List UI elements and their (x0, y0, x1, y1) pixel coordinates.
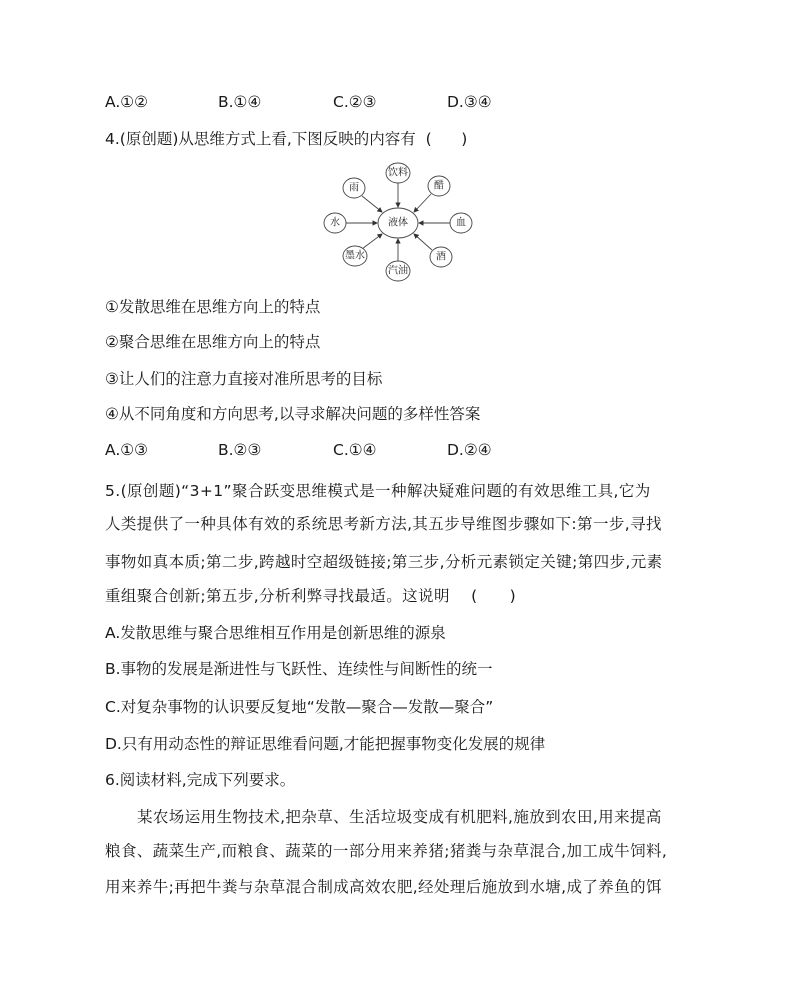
diagram-node-label: 醋 (434, 180, 444, 192)
q5-option-a: A.发散思维与聚合思维相互作用是创新思维的源泉 (105, 624, 446, 642)
q5-stem-line-1: 5.(原创题)“3+1”聚合跃变思维模式是一种解决疑难问题的有效思维工具,它为 (105, 482, 651, 500)
q5-option-b: B.事物的发展是渐进性与飞跃性、连续性与间断性的统一 (105, 660, 493, 678)
q4-radial-diagram (318, 160, 478, 284)
q3-option-a: A.①② (105, 93, 149, 111)
q4-option-a: A.①③ (105, 441, 149, 459)
diagram-center-label: 液体 (388, 217, 408, 229)
q3-option-b: B.①④ (218, 93, 262, 111)
q5-stem-line-2: 人类提供了一种具体有效的系统思考新方法,其五步导维图步骤如下:第一步,寻找 (105, 515, 662, 533)
diagram-node-label: 汽油 (388, 265, 408, 277)
q4-option-d: D.②④ (447, 441, 492, 459)
q6-material-line-3: 用来养牛;再把牛粪与杂草混合制成高效农肥,经处理后施放到水塘,成了养鱼的饵 (105, 878, 662, 896)
q4-statement-2: ②聚合思维在思维方向上的特点 (105, 333, 321, 351)
diagram-node-label: 血 (456, 217, 466, 229)
q4-statement-4: ④从不同角度和方向思考,以寻求解决问题的多样性答案 (105, 405, 481, 423)
q6-material-line-2: 粮食、蔬菜生产,而粮食、蔬菜的一部分用来养猪;猪粪与杂草混合,加工成牛饲料, (105, 842, 668, 860)
q3-option-d: D.③④ (447, 93, 492, 111)
q5-option-c: C.对复杂事物的认识要反复地“发散—聚合—发散—聚合” (105, 698, 494, 716)
diagram-node-label: 饮料 (388, 167, 408, 179)
q4-statement-3: ③让人们的注意力直接对准所思考的目标 (105, 370, 383, 388)
q5-option-d: D.只有用动态性的辩证思维看问题,才能把握事物变化发展的规律 (105, 735, 546, 753)
diagram-node-label: 酒 (436, 251, 446, 263)
q5-stem-line-4: 重组聚合创新;第五步,分析利弊寻找最适。这说明 ( ) (105, 587, 517, 605)
diagram-node-label: 水 (330, 217, 340, 229)
diagram-node-label: 雨 (349, 182, 359, 194)
q6-stem: 6.阅读材料,完成下列要求。 (105, 771, 296, 789)
diagram-node-label: 墨水 (345, 250, 365, 262)
q3-option-c: C.②③ (333, 93, 377, 111)
q4-stem: 4.(原创题)从思维方式上看,下图反映的内容有 ( ) (105, 130, 468, 148)
q4-option-b: B.②③ (218, 441, 262, 459)
q4-statement-1: ①发散思维在思维方向上的特点 (105, 298, 321, 316)
q5-stem-line-3: 事物如真本质;第二步,跨越时空超级链接;第三步,分析元素锁定关键;第四步,元素 (105, 553, 663, 571)
q4-option-c: C.①④ (333, 441, 377, 459)
q6-material-line-1: 某农场运用生物技术,把杂草、生活垃圾变成有机肥料,施放到农田,用来提高 (137, 808, 662, 826)
